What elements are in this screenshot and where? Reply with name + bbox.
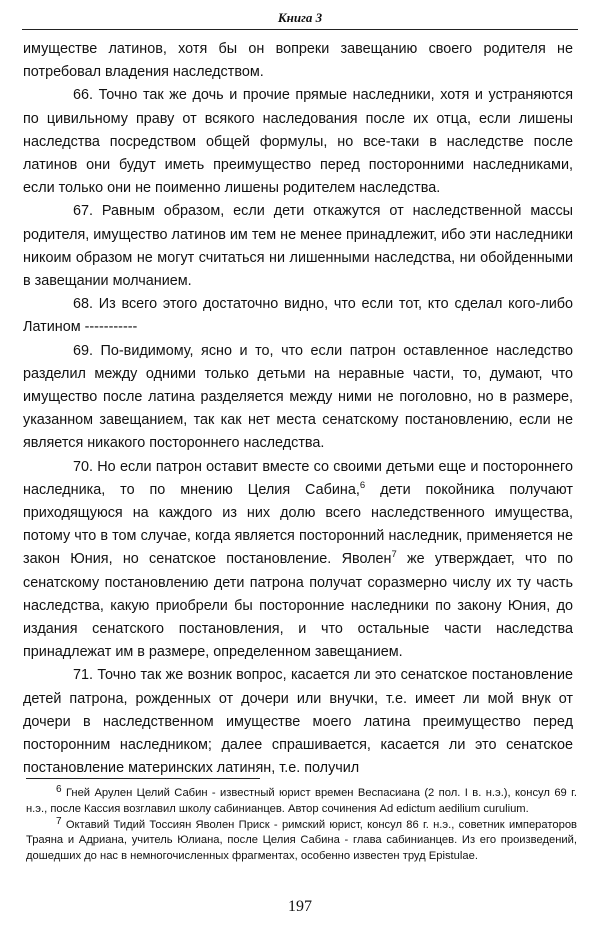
paragraph-70-part-a: 70. Но если патрон оставит вместе со своими детьми еще и постороннего наследника, то по мнению Целия Сабина,: [23, 458, 573, 498]
paragraph-66: 66. Точно так же дочь и прочие прямые наследники, хотя и устраняются по цивильному праву от всякого наследования после их отца, если лишены наследства посредством общей формулы, но все-таки в наследстве после латинов они будут иметь преимущество перед посторонними наследниками, если только они не поименно лишены родителем наследства.: [23, 87, 573, 197]
paragraph-68: 68. Из всего этого достаточно видно, что если тот, кто сделал кого-либо Латином -----------: [23, 296, 573, 336]
running-header: [22, 8, 578, 34]
paragraph-70: [23, 456, 573, 665]
header-rule: [22, 29, 578, 30]
paragraph-71: 71. Точно так же возник вопрос, касается ли это сенатское постановление детей патрона, рожденных от дочери или внучки, т.е. имеет ли мой внук от дочери в наследственном имуществе моего латина преимущество перед посторонним наследником; далее спрашивается, касается ли это сенатское постановление материнских латинян, т.е. получил: [23, 667, 573, 777]
footnotes: [26, 786, 577, 865]
header-title: Книга 3: [274, 8, 326, 28]
paragraph-67: 67. Равным образом, если дети откажутся от наследственной массы родителя, имущество латинов им тем не менее принадлежит, ибо эти наследники никоим образом не могут считаться ни лишенными наследства, ни обойденными в завещании молчанием.: [23, 203, 573, 290]
page-number: 197: [288, 898, 312, 915]
main-text: [23, 38, 573, 781]
paragraph-70-part-c: же утверждает, что по сенатскому постановлению дети патрона получат соразмерно числу их ту часть наследства, какую приобрели бы посторонние наследники по закону Юния, до издания сенатского постановления, и что остальные части наследства принадлежат им в размере, определенном завещанием.: [23, 551, 573, 661]
paragraph-69: 69. По-видимому, ясно и то, что если патрон оставленное наследство разделил между одними только детьми на неравные части, то, думают, что имущество после латина разделяется между ними не поголовно, но в размере, указанном завещанием, так как нет места сенатскому постановлению, если не является никакого постороннего наследства.: [23, 342, 573, 452]
footnote-6: [26, 786, 577, 818]
footnote-separator: [26, 778, 260, 779]
footnote-7-number: 7: [56, 815, 62, 827]
footnote-7: [26, 815, 577, 865]
footnote-6-text: Гней Арулен Целий Сабин - известный юрист времен Веспасиана (2 пол. I в. н.э.), консул 69 г. н.э., после Кассия возглавил школу сабинианцев. Автор сочинения Ad edictum aedilium curulium.: [26, 787, 577, 815]
paragraph-70-part-b: дети покойника получают приходящуюся на каждого из них долю всего наследственного имущества, потому что в том случае, когда является посторонний наследник, применяется не закон Юния, но сенатское постановление. Яволен: [23, 481, 573, 568]
footnote-7-text: Октавий Тидий Тоссиян Яволен Приск - римский юрист, консул 86 г. н.э., советник императоров Траяна и Адриана, учитель Юлиана, после Целия Сабина - глава сабинианцев. Из его произведений, дошедших до нас в немногочисленных фрагментах, особенно известен труд Epistulae.: [26, 818, 577, 863]
footnote-6-number: 6: [56, 784, 62, 795]
footnote-ref-7: 7: [391, 549, 397, 561]
paragraph-continuation: имуществе латинов, хотя бы он вопреки завещанию своего родителя не потребовал владения наследством.: [23, 41, 573, 81]
footnote-ref-6: 6: [359, 479, 366, 491]
